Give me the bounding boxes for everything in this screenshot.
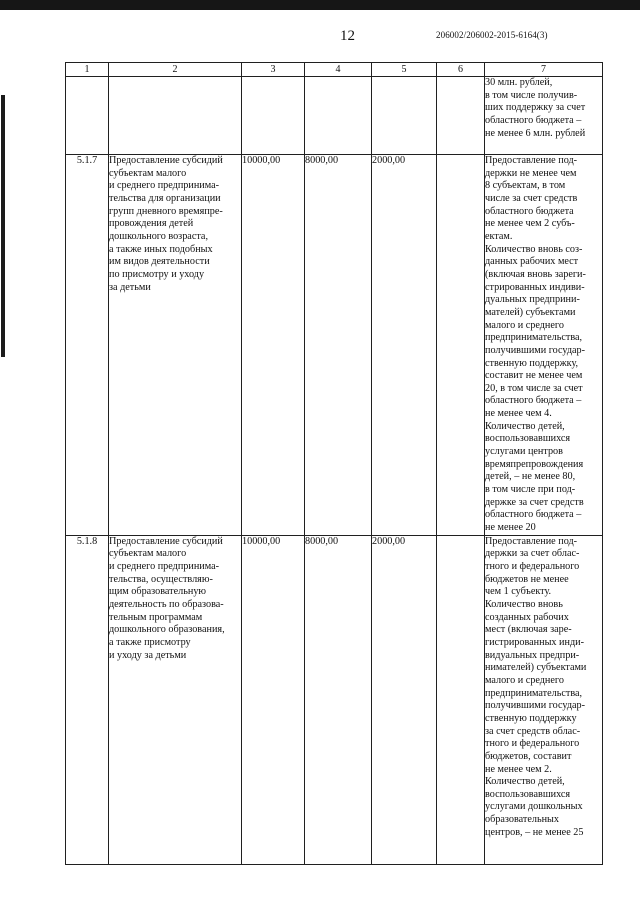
table-cell-result	[485, 77, 603, 155]
item-description: Предоставление субсидий субъектам малого и среднего предпринима- тельства, осуществляю- щим образовательную деятельность по образова- тельным программам дошкольного образования, а также присмотру и уходу за детьми	[109, 535, 225, 661]
table-cell-col5	[372, 535, 437, 864]
program-measures-table	[65, 62, 603, 865]
table-cell-empty	[305, 77, 372, 155]
table-cell-result	[485, 535, 603, 864]
column-number-header-row	[66, 63, 603, 77]
table-cell-empty	[66, 77, 109, 155]
column-header-1: 1	[66, 63, 109, 77]
item-number: 5.1.8	[76, 535, 98, 547]
amount-col4: 8000,00	[305, 535, 339, 547]
page-number: 12	[340, 28, 355, 44]
table-cell-empty	[372, 77, 437, 155]
table-cell-empty	[109, 77, 242, 155]
table-cell-col3	[242, 535, 305, 864]
table-row	[66, 155, 603, 536]
result-text: Предоставление под- держки не менее чем 8 субъектам, в том числе за счет средств областного бюджета не менее чем 2 субъ- ектам. Количество вновь соз- данных рабочих мест (включая вновь зареги- стрированных индиви- дуальных предприни- мателей) субъектами малого и среднего предпринимательства, получившими государ- ственную поддержку, составит не менее чем 20, в том числе за счет областного бюджета – не менее чем 4. Количество детей, воспользовавшихся услугами центров времяпрепровождения детей, – не менее 80, в том числе при под- держке за счет средств областного бюджета – не менее 20	[485, 155, 586, 534]
table-cell-col3	[242, 155, 305, 536]
table-cell-col6	[437, 155, 485, 536]
column-header-4: 4	[305, 63, 372, 77]
table-row	[66, 535, 603, 864]
amount-col4: 8000,00	[305, 155, 339, 166]
table-cell-result	[485, 155, 603, 536]
result-text: Предоставление под- держки за счет облас- тного и федерального бюджетов не менее чем 1 субъекту. Количество вновь созданных рабочих мест (включая заре- гистрированных инди- видуальных предпри- нимателей) субъектами малого и среднего предпринимательства, получившими государ- ственную поддержку за счет средств облас- тного и федерального бюджетов, составит не менее чем 2. Количество детей, воспользовавшихся услугами дошкольных образовательных центров, – не менее 25	[485, 535, 587, 838]
table-cell-empty	[242, 77, 305, 155]
scan-top-border	[0, 0, 640, 10]
column-header-3: 3	[242, 63, 305, 77]
table-row-continuation	[66, 77, 603, 155]
table-cell-description	[109, 535, 242, 864]
table-cell-number	[66, 155, 109, 536]
column-header-6: 6	[437, 63, 485, 77]
amount-total: 10000,00	[242, 535, 281, 547]
column-header-7: 7	[485, 63, 603, 77]
table-cell-empty	[437, 77, 485, 155]
table-cell-description	[109, 155, 242, 536]
amount-col5: 2000,00	[372, 535, 406, 547]
table-cell-number	[66, 535, 109, 864]
amount-total: 10000,00	[242, 155, 281, 166]
amount-col5: 2000,00	[372, 155, 406, 166]
table-cell-col4	[305, 535, 372, 864]
column-header-2: 2	[109, 63, 242, 77]
result-text: 30 млн. рублей, в том числе получив- ших поддержку за счет областного бюджета – не менее 6 млн. рублей	[485, 77, 586, 139]
document-id: 206002/206002-2015-6164(3)	[436, 30, 548, 40]
item-description: Предоставление субсидий субъектам малого и среднего предпринима- тельства для организации групп дневного времяпре- провождения детей дошкольного возраста, а также иных подобных им видов деятельности по присмотру и уходу за детьми	[109, 155, 223, 293]
table-cell-col5	[372, 155, 437, 536]
table-cell-col4	[305, 155, 372, 536]
table-cell-col6	[437, 535, 485, 864]
scan-left-edge-mark	[1, 95, 5, 357]
column-header-5: 5	[372, 63, 437, 77]
item-number: 5.1.7	[76, 155, 98, 166]
